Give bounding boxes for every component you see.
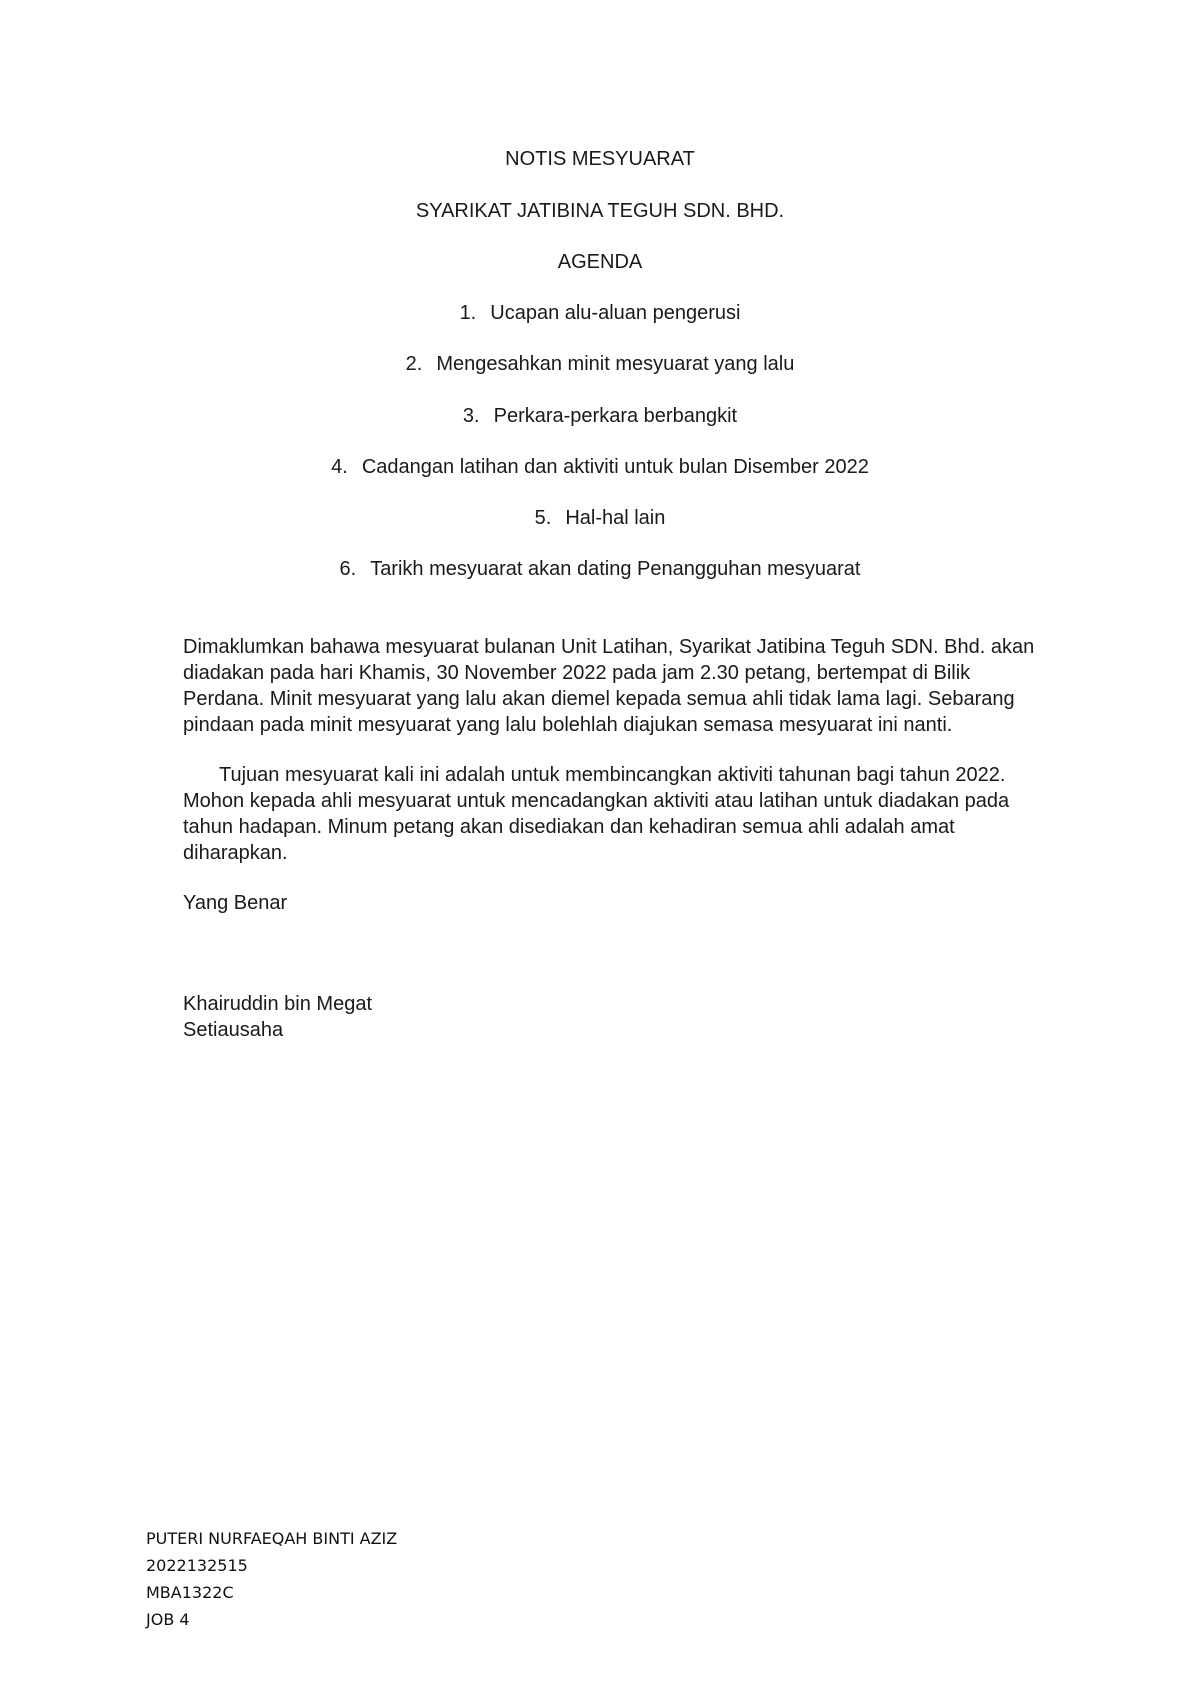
agenda-item xyxy=(0,404,1200,428)
footer-info xyxy=(146,1525,397,1633)
company-name: SYARIKAT JATIBINA TEGUH SDN. BHD. xyxy=(415,200,785,222)
agenda-item-number: 1. xyxy=(459,302,477,324)
job-number: JOB 4 xyxy=(146,1610,190,1629)
signatory-title: Setiausaha xyxy=(183,1019,284,1041)
student-name: PUTERI NURFAEQAH BINTI AZIZ xyxy=(146,1529,398,1548)
agenda-item-text: Ucapan alu-aluan pengerusi xyxy=(490,302,741,324)
agenda-item-text: Mengesahkan minit mesyuarat yang lalu xyxy=(436,353,795,375)
agenda-item xyxy=(0,455,1200,479)
agenda-item-number: 6. xyxy=(339,558,357,580)
agenda-item-number: 5. xyxy=(534,507,552,529)
agenda-item xyxy=(0,301,1200,325)
agenda-item-number: 4. xyxy=(331,456,348,478)
agenda-item-text: Perkara-perkara berbangkit xyxy=(493,405,738,427)
purpose-paragraph: Tujuan mesyuarat kali ini adalah untuk membincangkan aktiviti tahunan bagi tahun 2022. Mohon kepada ahli mesyuarat untuk mencadangkan aktiviti atau latihan untuk diadakan pada tahun hadapan. Minum petang akan disediakan dan kehadiran semua ahli adalah amat diharapkan. xyxy=(183,764,1010,864)
closing-text: Yang Benar xyxy=(183,892,288,914)
agenda-heading: AGENDA xyxy=(557,251,643,273)
agenda-item-text: Tarikh mesyuarat akan dating Penangguhan mesyuarat xyxy=(370,558,861,580)
student-id: 2022132515 xyxy=(146,1556,248,1575)
agenda-item-number: 3. xyxy=(462,405,480,427)
notice-paragraph: Dimaklumkan bahawa mesyuarat bulanan Unit Latihan, Syarikat Jatibina Teguh SDN. Bhd. akan diadakan pada hari Khamis, 30 November 2022 pada jam 2.30 petang, bertempat di Bilik Perdana. Minit mesyuarat yang lalu akan diemel kepada semua ahli tidak lama lagi. Sebarang pindaan pada minit mesyuarat yang lalu bolehlah diajukan semasa mesyuarat ini nanti. xyxy=(183,636,1035,736)
body-text xyxy=(183,634,1043,1043)
agenda-item xyxy=(0,506,1200,530)
agenda-item xyxy=(0,557,1200,581)
agenda-item-text: Hal-hal lain xyxy=(565,507,666,529)
agenda-item-text: Cadangan latihan dan aktiviti untuk bulan Disember 2022 xyxy=(361,456,869,478)
signatory-name: Khairuddin bin Megat xyxy=(183,993,373,1015)
agenda-item-number: 2. xyxy=(405,353,423,375)
agenda-item xyxy=(0,352,1200,376)
class-code: MBA1322C xyxy=(146,1583,234,1602)
notice-title: NOTIS MESYUARAT xyxy=(505,148,695,170)
